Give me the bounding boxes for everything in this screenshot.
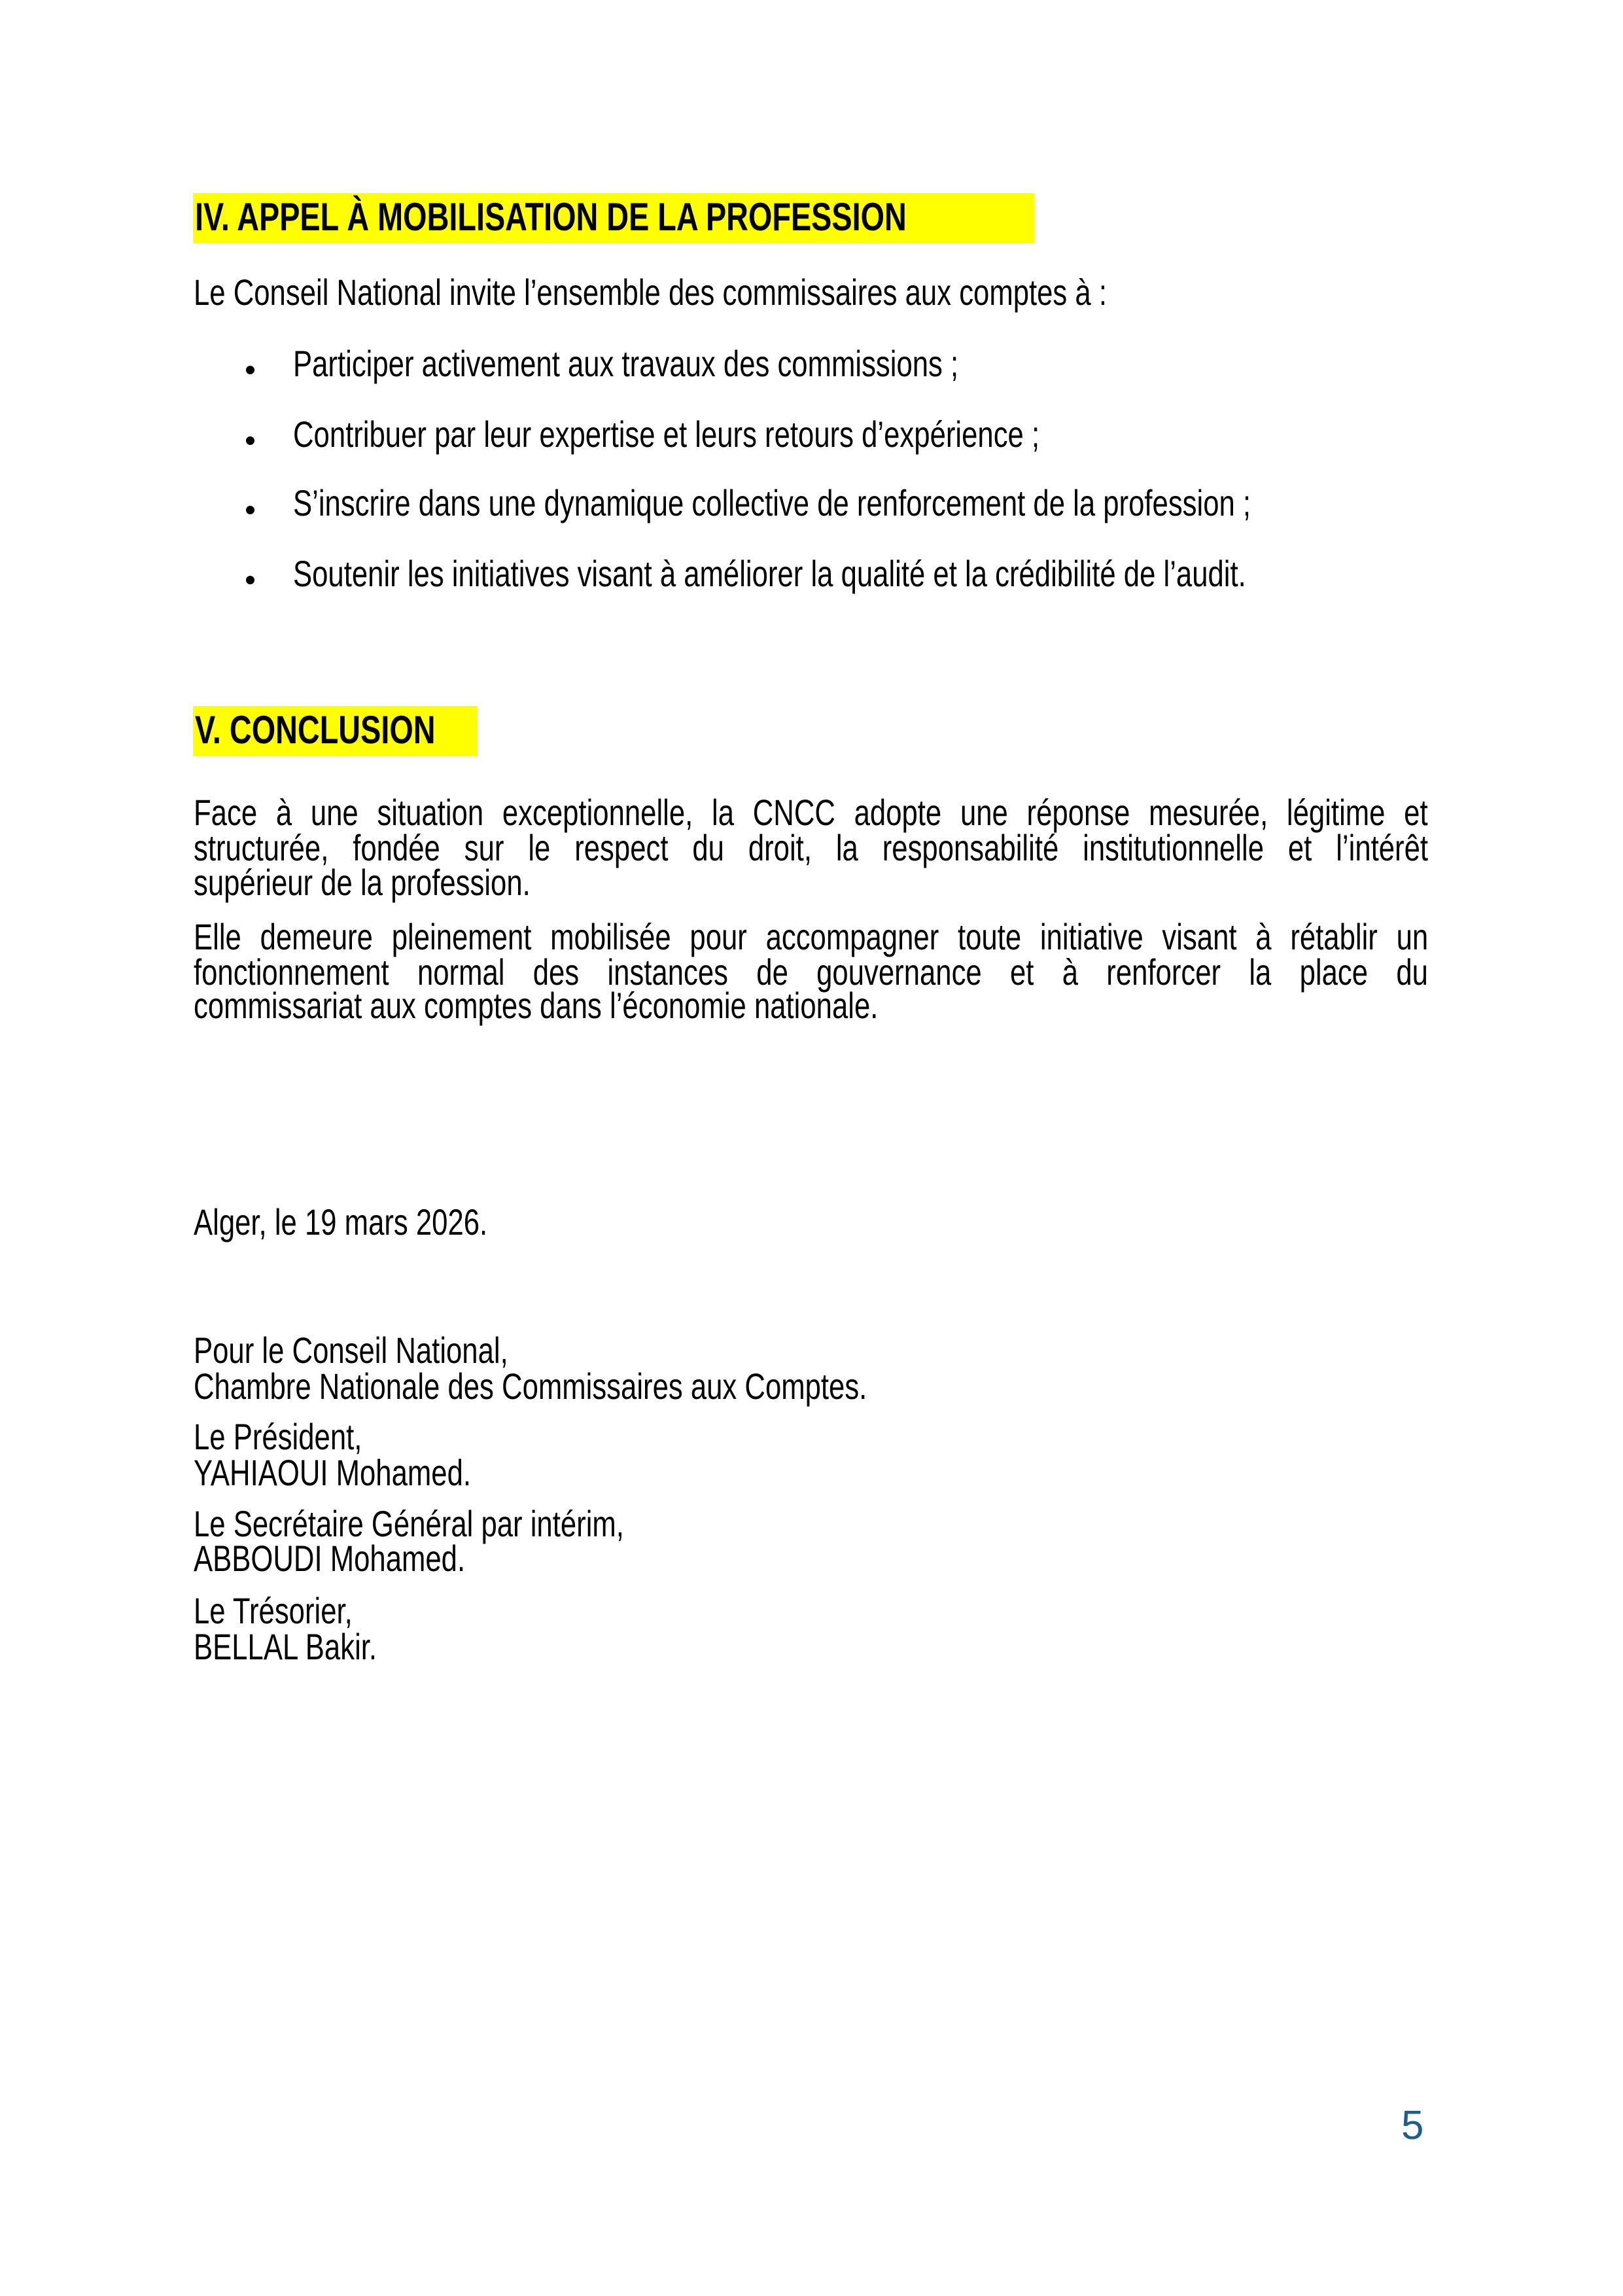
on-behalf-line: Pour le Conseil National, <box>194 1330 508 1371</box>
organization-name: Chambre Nationale des Commissaires aux Comptes. <box>194 1366 867 1407</box>
bullet-icon <box>246 366 254 374</box>
signatory-name: YAHIAOUI Mohamed. <box>194 1452 472 1493</box>
list-item-text: Soutenir les initiatives visant à améliorer la qualité et la crédibilité de l’audit. <box>293 553 1246 594</box>
signatory-title: Le Secrétaire Général par intérim, <box>194 1503 624 1544</box>
section-iv-intro: Le Conseil National invite l’ensemble des commissaires aux comptes à : <box>194 272 1107 313</box>
bullet-icon <box>246 506 254 514</box>
paragraph-line: structurée, fondée sur le respect du droit, la responsabilité institutionnelle et l’intérêt <box>194 827 1429 868</box>
signatory-name: ABBOUDI Mohamed. <box>194 1538 466 1579</box>
bullet-icon <box>246 436 254 445</box>
place-date: Alger, le 19 mars 2026. <box>194 1201 488 1243</box>
section-iv-heading: IV. APPEL À MOBILISATION DE LA PROFESSION <box>195 195 907 239</box>
paragraph-line: commissariat aux comptes dans l’économie nationale. <box>194 985 879 1026</box>
list-item-text: S’inscrire dans une dynamique collective de renforcement de la profession ; <box>293 482 1251 523</box>
paragraph-line: Elle demeure pleinement mobilisée pour accompagner toute initiative visant à rétablir un <box>194 916 1429 957</box>
signatory-title: Le Président, <box>194 1416 362 1457</box>
list-item-text: Contribuer par leur expertise et leurs retours d’expérience ; <box>293 414 1040 455</box>
paragraph-line: fonctionnement normal des instances de gouvernance et à renforcer la place du <box>194 951 1428 993</box>
section-v-heading: V. CONCLUSION <box>195 708 436 752</box>
signatory-name: BELLAL Bakir. <box>194 1626 377 1667</box>
paragraph-line: Face à une situation exceptionnelle, la CNCC adopte une réponse mesurée, légitime et <box>194 792 1428 833</box>
page-number: 5 <box>1401 2103 1424 2148</box>
list-item-text: Participer activement aux travaux des commissions ; <box>293 343 959 384</box>
signatory-title: Le Trésorier, <box>194 1590 353 1631</box>
bullet-icon <box>246 576 254 584</box>
paragraph-line: supérieur de la profession. <box>194 862 531 903</box>
